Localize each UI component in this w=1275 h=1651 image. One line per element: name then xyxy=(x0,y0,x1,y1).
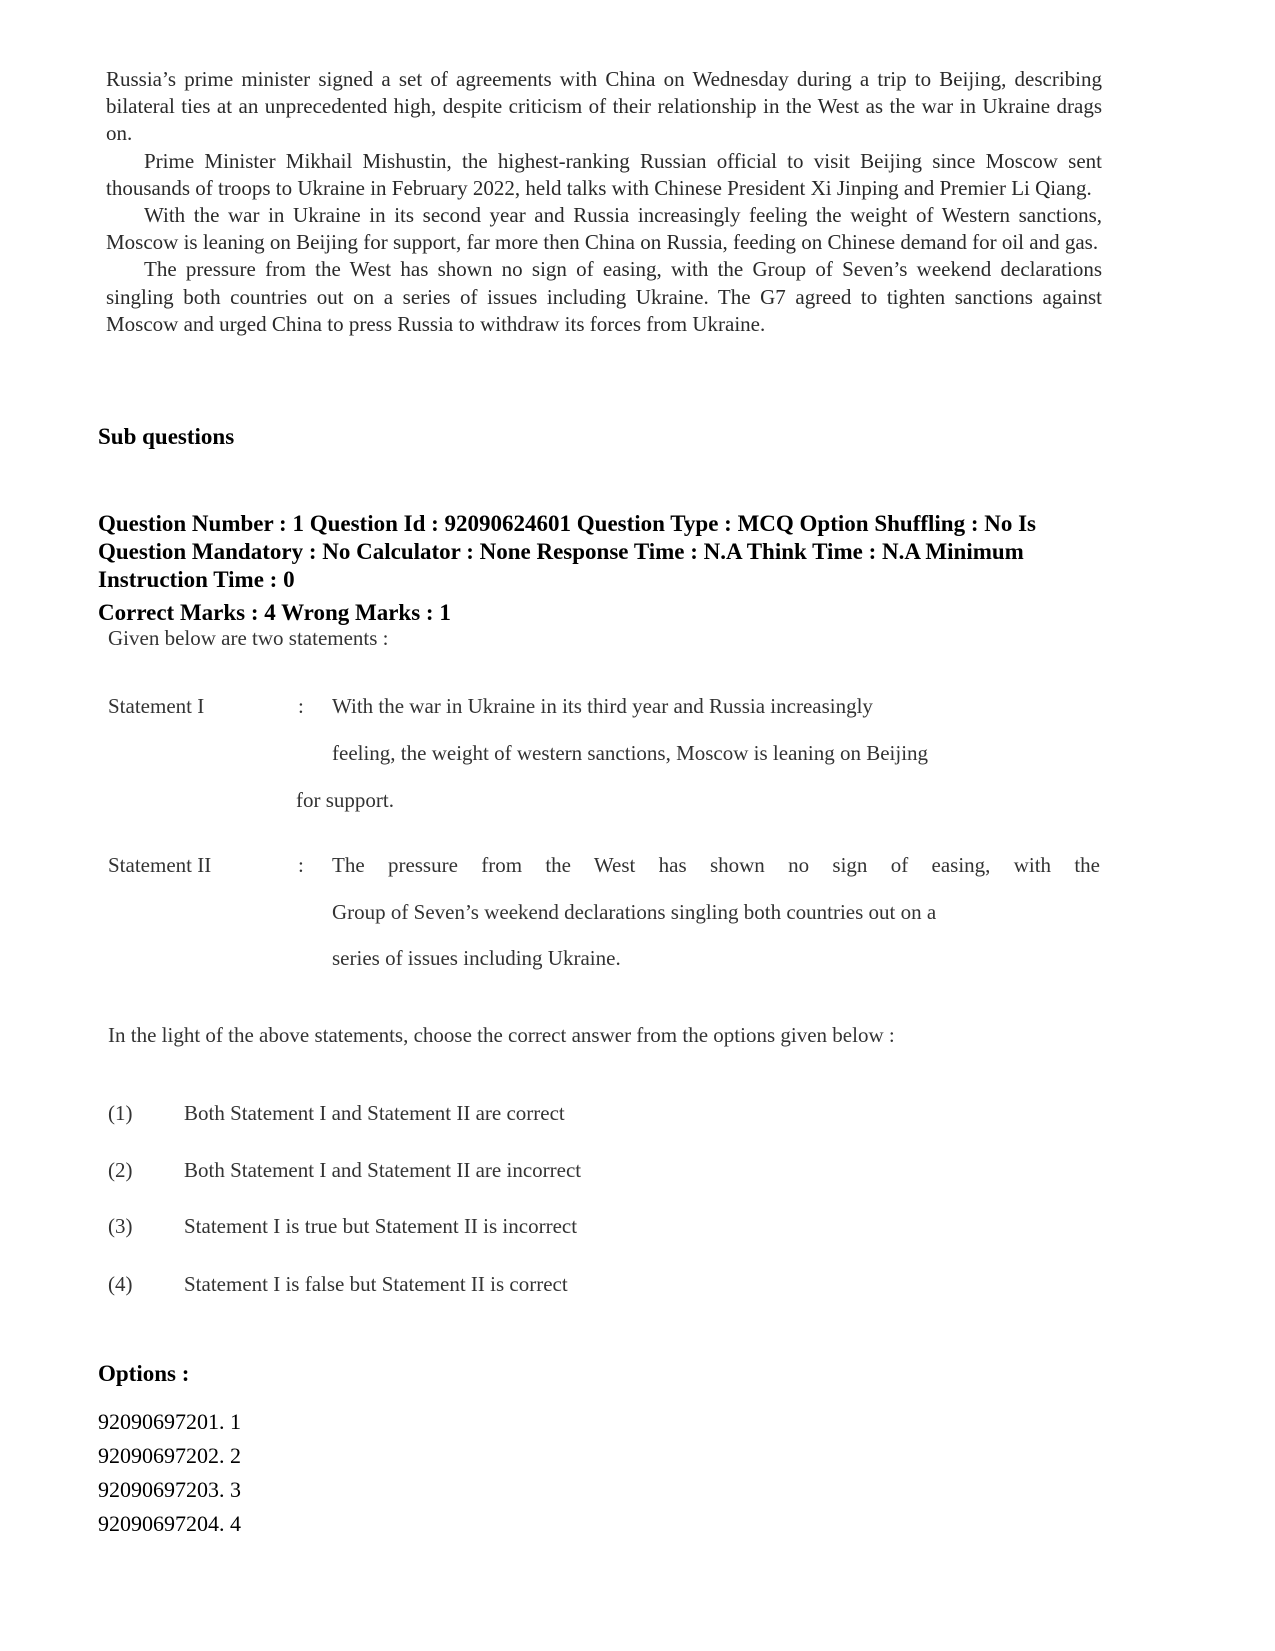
choice-number: (2) xyxy=(108,1158,133,1182)
statement-2-label: Statement II xyxy=(108,853,212,877)
passage xyxy=(106,66,1102,338)
question-meta: Question Number : 1 Question Id : 92090624601 Question Type : MCQ Option Shuffling : No Is Question Mandatory : No Calculator : None Response Time : N.A Think Time : N.A Minimum Instruction Time : 0 xyxy=(98,511,1037,592)
question-intro: Given below are two statements : xyxy=(108,626,389,650)
option-item: 92090697202. 2 xyxy=(98,1443,241,1468)
options-list xyxy=(98,1405,241,1541)
statement-2-line-2: Group of Seven’s weekend declarations singling both countries out on a xyxy=(332,900,937,924)
sub-questions-heading: Sub questions xyxy=(98,424,235,449)
options-heading: Options : xyxy=(98,1361,190,1386)
choice-text: Both Statement I and Statement II are correct xyxy=(184,1101,565,1125)
passage-paragraph: The pressure from the West has shown no sign of easing, with the Group of Seven’s weekend declarations singling both countries out on a series of issues including Ukraine. The G7 agreed to tighten sanctions against Moscow and urged China to press Russia to withdraw its forces from Ukraine. xyxy=(106,257,1102,336)
statement-2-line-1: The pressure from the West has shown no sign of easing, with the xyxy=(332,853,1100,877)
choice-text: Statement I is true but Statement II is incorrect xyxy=(184,1214,578,1238)
marks-info: Correct Marks : 4 Wrong Marks : 1 xyxy=(98,600,451,625)
passage-paragraph: Prime Minister Mikhail Mishustin, the highest-ranking Russian official to visit Beijing since Moscow sent thousands of troops to Ukraine in February 2022, held talks with Chinese President Xi Jinping and Premier Li Qiang. xyxy=(106,148,1102,200)
statement-2-line-3: series of issues including Ukraine. xyxy=(332,946,621,970)
passage-paragraph: Russia’s prime minister signed a set of agreements with China on Wednesday during a trip to Beijing, describing bilateral ties at an unprecedented high, despite criticism of their relationship in the West as the war in Ukraine drags on. xyxy=(106,67,1102,146)
option-item: 92090697203. 3 xyxy=(98,1477,241,1502)
choice-text: Both Statement I and Statement II are incorrect xyxy=(184,1158,582,1182)
statement-1-label: Statement I xyxy=(108,694,205,718)
passage-paragraph: With the war in Ukraine in its second year and Russia increasingly feeling the weight of Western sanctions, Moscow is leaning on Beijing for support, far more then China on Russia, feeding on Chinese demand for oil and gas. xyxy=(106,203,1102,255)
statement-1-line-2: feeling, the weight of western sanctions, Moscow is leaning on Beijing xyxy=(332,741,929,765)
statement-2-colon: : xyxy=(298,853,304,877)
question-instruction: In the light of the above statements, choose the correct answer from the options given below : xyxy=(108,1023,895,1047)
choice-number: (1) xyxy=(108,1101,133,1125)
statement-1-line-1: With the war in Ukraine in its third year and Russia increasingly xyxy=(332,694,873,718)
choice-number: (3) xyxy=(108,1214,133,1238)
statement-1-line-3: for support. xyxy=(296,788,394,812)
choice-text: Statement I is false but Statement II is correct xyxy=(184,1272,568,1296)
option-item: 92090697204. 4 xyxy=(98,1511,241,1536)
choice-number: (4) xyxy=(108,1272,133,1296)
option-item: 92090697201. 1 xyxy=(98,1409,241,1434)
statement-1-colon: : xyxy=(298,694,304,718)
